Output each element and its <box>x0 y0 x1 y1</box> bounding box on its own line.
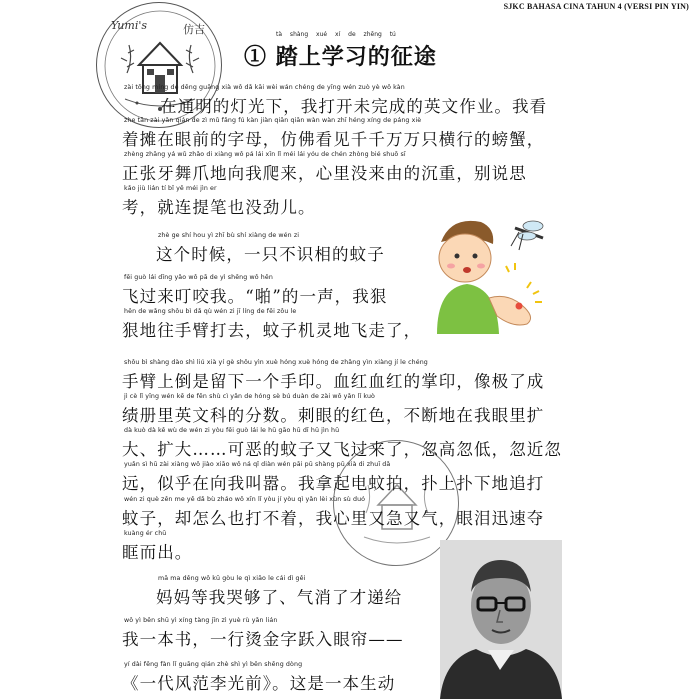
page-header: SJKC BAHASA CINA TAHUN 4 (VERSI PIN YIN) <box>503 2 689 11</box>
pinyin-line: zhèng zhāng yá wǔ zhǎo di xiàng wǒ pá lái xīn lǐ méi lái yóu de chén zhòng bié shuō sī <box>124 151 406 158</box>
pinyin-line: dà kuò dà kě wù de wén zi yòu fēi guò lái le hū gāo hū dī hū jìn hū <box>124 427 340 434</box>
lesson-title-text: 踏上学习的征途 <box>275 44 437 70</box>
lesson-title <box>244 40 437 71</box>
pinyin-line: mā ma děng wǒ kū gòu le qì xiāo le cái dì gěi <box>158 575 306 582</box>
pinyin-line: zài tōng míng de dēng guāng xià wǒ dǎ kāi wèi wán chéng de yīng wén zuò yè wǒ kàn <box>124 84 405 91</box>
lesson-number: ① <box>244 44 268 70</box>
pinyin-line: kuàng ér chū <box>124 530 167 537</box>
pinyin-line: wén zi què zěn me yě dǎ bù zháo wǒ xīn lǐ yòu jí yòu qì yǎn lèi xùn sù duó <box>124 496 366 503</box>
pinyin-line: jì cè lǐ yīng wén kē de fēn shù cì yǎn de hóng sè bú duàn de zài wǒ yǎn lǐ kuò <box>124 393 376 400</box>
pinyin-line: yí dài fēng fàn lǐ guāng qián zhè shì yì běn shēng dòng <box>124 661 303 668</box>
text-line: 飞过来叮咬我。“啪”的一声，我狠 <box>122 287 388 306</box>
pinyin-line: yuǎn sì hū zài xiàng wǒ jiào xiāo wǒ ná qǐ diàn wén pāi pū shàng pū xià di zhuī dǎ <box>124 461 391 468</box>
text-line: 妈妈等我哭够了、气消了才递给 <box>156 588 403 607</box>
text-line: 远，似乎在向我叫嚣。我拿起电蚊拍，扑上扑下地追打 <box>122 474 545 493</box>
boy-mosquito-illustration <box>423 208 557 334</box>
text-line: 考，就连提笔也没劲儿。 <box>122 198 316 217</box>
text-line: 着摊在眼前的字母，仿佛看见千千万万只横行的螃蟹， <box>122 130 545 149</box>
stamp-brand: 仿吉 <box>183 23 205 36</box>
pinyin-line: hěn de wǎng shǒu bì dǎ qù wén zi jī líng de fēi zǒu le <box>124 308 297 315</box>
text-line: 狠地往手臂打去，蚊子机灵地飞走了， <box>122 321 422 340</box>
pinyin-line: zhe tān zài yǎn qián de zì mǔ fǎng fú kàn jiàn qiān qiān wàn wàn zhī héng xíng de páng xiè <box>124 117 422 124</box>
title-pinyin: tà shàng xué xí de zhēng tú <box>276 31 396 38</box>
text-line: 手臂上倒是留下一个手印。血红血红的掌印，像极了成 <box>122 372 545 391</box>
text-line: 大、扩大……可恶的蚊子又飞过来了，忽高忽低，忽近忽 <box>122 440 562 459</box>
text-line: 《一代风范李光前》。这是一本生动 <box>122 674 396 693</box>
portrait-photo <box>440 540 562 699</box>
mosquito-icon <box>511 221 543 250</box>
text-line: 眶而出。 <box>122 543 193 562</box>
text-line: 我一本书，一行烫金字跃入眼帘—— <box>122 630 404 649</box>
pinyin-line: fēi guò lái dīng yǎo wǒ pā de yì shēng wǒ hěn <box>124 274 273 281</box>
pinyin-line: kǎo jiù lián tí bǐ yě méi jìn er <box>124 185 217 192</box>
text-line: 在通明的灯光下，我打开未完成的英文作业。我看 <box>160 97 548 116</box>
pinyin-line: wǒ yì běn shū yì xíng tàng jīn zì yuè rù yǎn lián <box>124 617 278 624</box>
text-line: 蚊子，却怎么也打不着，我心里又急又气，眼泪迅速夺 <box>122 509 545 528</box>
text-line: 正张牙舞爪地向我爬来，心里没来由的沉重，别说思 <box>122 164 527 183</box>
text-line: 这个时候，一只不识相的蚊子 <box>156 245 385 264</box>
text-line: 绩册里英文科的分数。刺眼的红色，不断地在我眼里扩 <box>122 406 545 425</box>
stamp-signature: Yumi's <box>111 19 148 32</box>
pinyin-line: shǒu bì shàng dào shì liú xià yí gè shǒu yìn xuè hóng xuè hóng de zhǎng yìn xiàng jí le chéng <box>124 359 428 366</box>
pinyin-line: zhè ge shí hou yì zhī bù shí xiàng de wén zi <box>158 232 300 239</box>
